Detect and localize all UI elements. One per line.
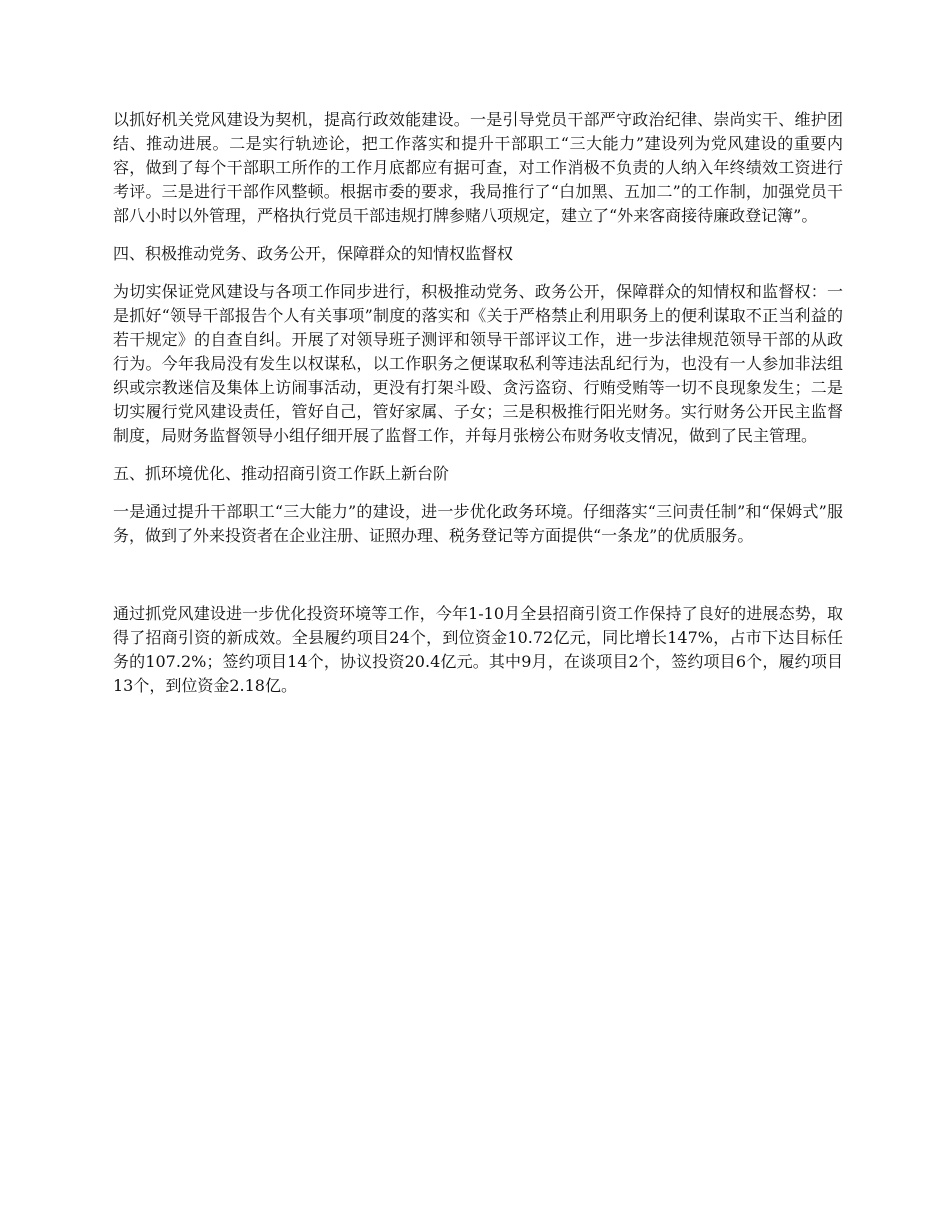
paragraph-affairs-openness: 为切实保证党风建设与各项工作同步进行，积极推动党务、政务公开，保障群众的知情权和监督权：一是抓好“领导干部报告个人有关事项”制度的落实和《关于严格禁止利用职务上的便利谋取不正当利益的若干规定》的自查自纠。开展了对领导班子测评和领导干部评议工作，进一步法律规范领导干部的从政行为。今年我局没有发生以权谋私，以工作职务之便谋取私利等违法乱纪行为，也没有一人参加非法组织或宗教迷信及集体上访闹事活动，更没有打架斗殴、贪污盗窃、行贿受贿等一切不良现象发生；二是切实履行党风建设责任，管好自己，管好家属、子女；三是积极推行阳光财务。实行财务公开民主监督制度，局财务监督领导小组仔细开展了监督工作，并每月张榜公布财务收支情况，做到了民主管理。 bbox=[113, 282, 843, 445]
document-body bbox=[113, 108, 843, 712]
paragraph-spacer bbox=[113, 562, 843, 602]
section-heading-5: 五、抓环境优化、推动招商引资工作跃上新台阶 bbox=[113, 464, 450, 483]
paragraph-environment-optimization: 一是通过提升干部职工“三大能力”的建设，进一步优化政务环境。仔细落实“三问责任制”和“保姆式”服务，做到了外来投资者在企业注册、证照办理、税务登记等方面提供“一条龙”的优质服务。 bbox=[113, 502, 843, 545]
paragraph-investment-results: 通过抓党风建设进一步优化投资环境等工作，今年1-10月全县招商引资工作保持了良好的进展态势，取得了招商引资的新成效。全县履约项目24个，到位资金10.72亿元，同比增长147%，占市下达目标任务的107.2%；签约项目14个，协议投资20.4亿元。其中9月，在谈项目2个，签约项目6个，履约项目13个，到位资金2.18亿。 bbox=[113, 604, 843, 695]
paragraph-party-style-construction: 以抓好机关党风建设为契机，提高行政效能建设。一是引导党员干部严守政治纪律、崇尚实干、维护团结、推动进展。二是实行轨迹论，把工作落实和提升干部职工“三大能力”建设列为党风建设的重要内容，做到了每个干部职工所作的工作月底都应有据可查，对工作消极不负责的人纳入年终绩效工资进行考评。三是进行干部作风整顿。根据市委的要求，我局推行了“白加黑、五加二”的工作制，加强党员干部八小时以外管理，严格执行党员干部违规打牌参赌八项规定，建立了“外来客商接待廉政登记簿”。 bbox=[113, 110, 843, 225]
section-heading-4: 四、积极推动党务、政务公开，保障群众的知情权监督权 bbox=[113, 244, 514, 263]
